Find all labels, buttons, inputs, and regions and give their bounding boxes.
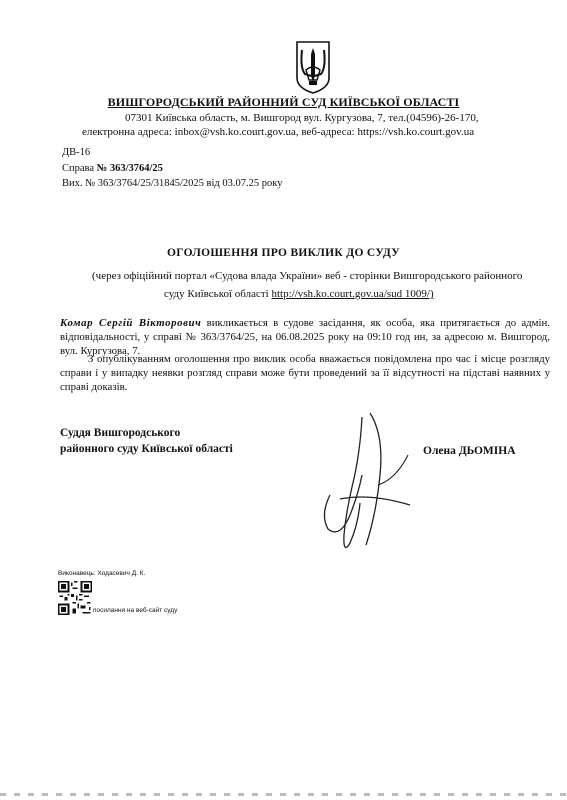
judge-name: Олена ДЬОМІНА [423,445,516,457]
notice-channel-line2 [164,288,434,300]
judge-title-line2: районного суду Київської області [60,443,233,455]
notice-title: ОГОЛОШЕННЯ ПРО ВИКЛИК ДО СУДУ [167,247,400,259]
form-code: ДВ-16 [62,147,91,158]
handwritten-signature [300,395,420,565]
consequence-paragraph: З опублікуванням оголошення про виклик особа вважається повідомлена про час і місце розгляду справи і у випадку неявки розгляд справи може бути проведений за її відсутності на підставі наявних у справі доказів. [60,353,550,393]
qr-code-icon[interactable] [58,581,92,615]
trident-emblem-icon [295,40,331,94]
court-name: ВИШГОРОДСЬКИЙ РАЙОННИЙ СУД КИЇВСЬКОЇ ОБЛАСТІ [107,95,460,109]
court-website-link[interactable]: http://vsh.ko.court.gov.ua/sud 1009/) [271,288,434,300]
case-number: № 363/3764/25 [96,163,163,174]
judge-title-line1: Суддя Вишгородського [60,427,181,439]
judge-title [60,425,233,457]
executor-note: Виконавець: Ходасевич Д. К. [58,570,146,577]
summons-text: викликається в судове засідання, як особа, яка притягається до адмін. відповідальності, у справі № 363/3764/25, на 06.08.2025 року на 09:10 год ин, за адресою м. Вишгород, вул. Кургузова, 7. [60,317,550,357]
outgoing-number: Вих. № 363/3764/25/31845/2025 від 03.07.25 року [62,178,283,189]
case-number-line [62,163,163,174]
channel-prefix: суду Київської області [164,288,272,300]
summoned-person-name: Комар Сергій Вікторович [60,317,202,329]
scan-edge-artifact [0,793,567,796]
court-contacts: електронна адреса: inbox@vsh.ko.court.gov.ua, веб-адреса: https://vsh.ko.court.gov.ua [82,126,475,138]
case-label: Справа [62,163,97,174]
notice-channel-line1: (через офіційний портал «Судова влада України» веб - сторінки Вишгородського районного [92,270,523,282]
court-address: 07301 Київська область, м. Вишгород вул. Кургузова, 7, тел.(04596)-26-170, [125,112,479,124]
qr-code-label: посилання на веб-сайт суду [93,607,178,614]
